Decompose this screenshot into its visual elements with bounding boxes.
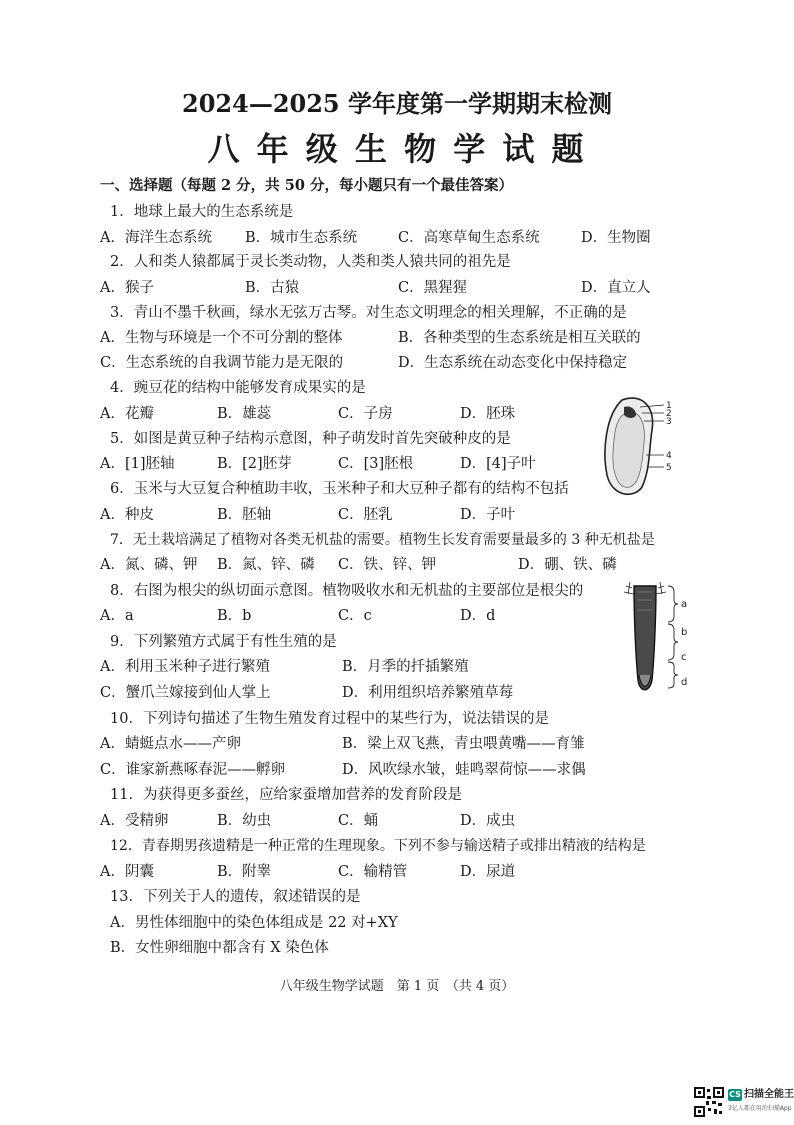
- option: B．古猿: [245, 280, 300, 296]
- option: B．胚轴: [217, 507, 272, 523]
- option: A．利用玉米种子进行繁殖: [100, 659, 270, 675]
- option: B．城市生态系统: [245, 230, 358, 246]
- question-stem: 9．下列繁殖方式属于有性生殖的是: [110, 634, 337, 650]
- option: C．[3]胚根: [338, 456, 414, 472]
- option: C．蟹爪兰嫁接到仙人掌上: [100, 685, 271, 701]
- option: D．硼、铁、磷: [518, 557, 617, 573]
- option: B．b: [217, 608, 252, 624]
- watermark-tagline: 3亿人都在用的扫描App: [728, 1105, 792, 1112]
- qr-code-icon: [694, 1087, 724, 1117]
- option: A．阴囊: [100, 864, 154, 880]
- option: C．生态系统的自我调节能力是无限的: [100, 355, 344, 371]
- exam-title: 2024—2025 学年度第一学期期末检测: [182, 89, 612, 118]
- question-stem: 2．人和类人猿都属于灵长类动物，人类和类人猿共同的祖先是: [110, 254, 511, 270]
- scanner-watermark: [694, 1085, 792, 1119]
- option: C．胚乳: [338, 507, 393, 523]
- option: A．生物与环境是一个不可分割的整体: [100, 330, 343, 346]
- watermark-brand: 扫描全能王: [744, 1089, 794, 1100]
- seed-label: 4: [666, 451, 672, 461]
- option: D．生态系统在动态变化中保持稳定: [398, 355, 628, 371]
- root-label: a: [681, 599, 688, 610]
- root-label: d: [681, 677, 688, 688]
- question-stem: 1．地球上最大的生态系统是: [110, 204, 294, 220]
- question-stem: 6．玉米与大豆复合种植助丰收，玉米种子和大豆种子都有的结构不包括: [110, 481, 569, 497]
- exam-subtitle: 八 年 级 生 物 学 试 题: [207, 130, 587, 168]
- option: A．受精卵: [100, 813, 169, 829]
- cs-logo-icon: CS: [729, 1090, 741, 1099]
- seed-label: 2: [666, 409, 672, 419]
- root-tip-figure: [612, 580, 702, 700]
- option: B．月季的扦插繁殖: [342, 659, 469, 675]
- option: C．黑猩猩: [398, 280, 468, 296]
- option: A．男性体细胞中的染色体组成是 22 对+XY: [110, 915, 398, 931]
- page-footer: 八年级生物学试题 第 1 页 （共 4 页）: [279, 979, 515, 994]
- question-stem: 13．下列关于人的遗传，叙述错误的是: [110, 889, 361, 905]
- seed-label: 1: [666, 401, 672, 411]
- option: B．女性卵细胞中都含有 X 染色体: [110, 940, 329, 956]
- option: D．d: [460, 608, 496, 624]
- question-stem: 3．青山不墨千秋画，绿水无弦万古琴。对生态文明理念的相关理解，不正确的是: [110, 305, 627, 321]
- question-stem: 12．青春期男孩遗精是一种正常的生理现象。下列不参与输送精子或排出精液的结构是: [110, 838, 646, 854]
- option: A．蜻蜓点水——产卵: [100, 736, 241, 752]
- option: D．胚珠: [460, 406, 516, 422]
- option: B．附睾: [217, 864, 272, 880]
- question-stem: 4．豌豆花的结构中能够发育成果实的是: [110, 380, 366, 396]
- option: C．铁、锌、钾: [338, 557, 437, 573]
- option: D．成虫: [460, 813, 516, 829]
- root-label: b: [681, 627, 688, 638]
- option: D．直立人: [581, 280, 651, 296]
- question-stem: 8．右图为根尖的纵切面示意图。植物吸收水和无机盐的主要部位是根尖的: [110, 583, 584, 599]
- option: C．高寒草甸生态系统: [398, 230, 540, 246]
- question-stem: 11．为获得更多蚕丝，应给家蚕增加营养的发育阶段是: [110, 787, 462, 803]
- seed-label: 3: [666, 417, 672, 427]
- option: D．生物圈: [581, 230, 651, 246]
- option: C．输精管: [338, 864, 408, 880]
- section-heading: 一、选择题（每题 2 分，共 50 分，每小题只有一个最佳答案）: [100, 177, 513, 194]
- option: A．猴子: [100, 280, 154, 296]
- question-stem: 5．如图是黄豆种子结构示意图，种子萌发时首先突破种皮的是: [110, 431, 511, 447]
- option: C．c: [338, 608, 372, 624]
- option: D．利用组织培养繁殖草莓: [342, 685, 514, 701]
- option: D．[4]子叶: [460, 456, 536, 472]
- root-zone-brackets: [668, 586, 678, 688]
- question-stem: 10．下列诗句描述了生物生殖发育过程中的某些行为，说法错误的是: [110, 711, 549, 727]
- option: A．种皮: [100, 507, 154, 523]
- root-label: c: [681, 652, 687, 663]
- option: A．a: [100, 608, 134, 624]
- option: A．海洋生态系统: [100, 230, 212, 246]
- option: A．花瓣: [100, 406, 154, 422]
- option: A．[1]胚轴: [100, 456, 175, 472]
- option: B．各种类型的生态系统是相互关联的: [398, 330, 641, 346]
- option: D．子叶: [460, 507, 516, 523]
- option: B．氮、锌、磷: [217, 557, 315, 573]
- root-body: [634, 586, 656, 690]
- option: B．雄蕊: [217, 406, 272, 422]
- option: D．风吹绿水皱，蛙鸣翠荷惊——求偶: [342, 762, 586, 778]
- option: D．尿道: [460, 864, 516, 880]
- option: A．氮、磷、钾: [100, 557, 198, 573]
- question-stem: 7．无土栽培满足了植物对各类无机盐的需要。植物生长发育需要量最多的 3 种无机盐是: [110, 532, 655, 548]
- option: B．梁上双飞燕，青虫喂黄嘴——育雏: [342, 736, 585, 752]
- option: C．蛹: [338, 813, 379, 829]
- option: B．幼虫: [217, 813, 272, 829]
- option: C．子房: [338, 406, 393, 422]
- option: C．谁家新燕啄春泥——孵卵: [100, 762, 286, 778]
- soybean-seed-figure: [600, 395, 680, 500]
- option: B．[2]胚芽: [217, 456, 292, 472]
- seed-label: 5: [666, 463, 672, 473]
